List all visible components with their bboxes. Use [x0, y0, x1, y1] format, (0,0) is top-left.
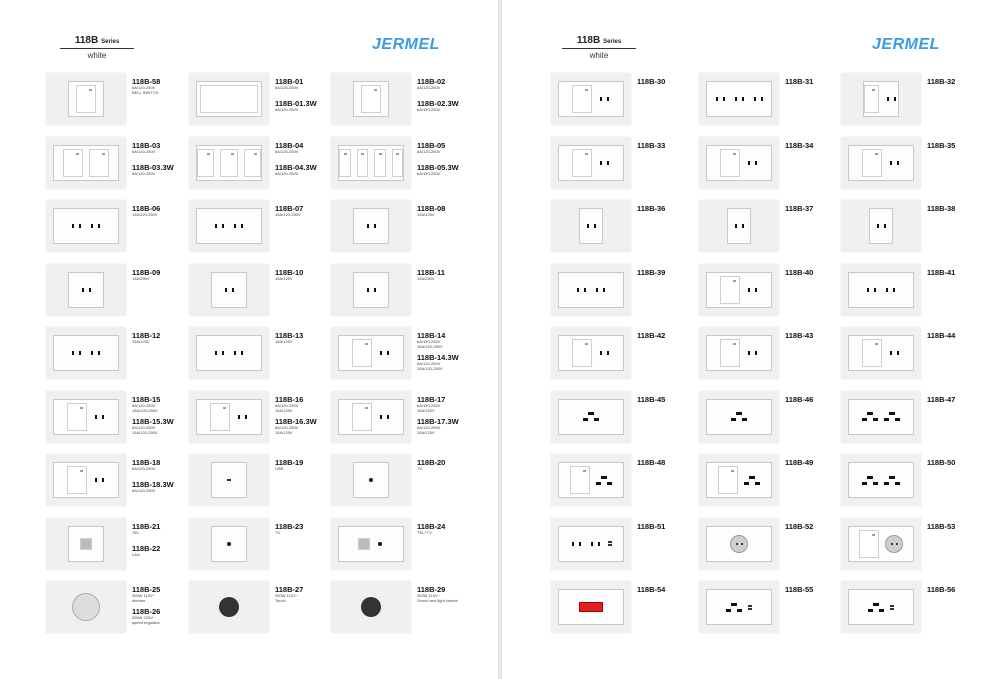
product-thumbnail: [46, 73, 126, 125]
product-thumbnail: [46, 391, 126, 443]
product-code: 118B-45: [637, 394, 666, 404]
product-item: [551, 518, 693, 580]
product-item: [189, 454, 331, 516]
product-code: 118B-39: [637, 267, 666, 277]
product-code: 118B-48: [637, 458, 666, 467]
product-code-variant: 118B-04.3W: [275, 162, 317, 172]
product-spec: 6A/120-250V BELL SWITCH: [132, 85, 159, 95]
product-thumbnail: [551, 454, 631, 506]
product-code: 118B-54: [637, 585, 666, 594]
product-spec: USB: [275, 466, 284, 471]
product-spec: 6A/120-250V 15A/120-250V: [417, 339, 443, 349]
product-thumbnail: [699, 327, 779, 379]
product-spec: 15A/125V: [275, 339, 293, 344]
product-spec-variant: 6A/120-250V 15A/120-250V: [417, 361, 443, 371]
product-code-variant: 118B-17.3W: [417, 416, 459, 426]
product-code: 118B-51: [637, 521, 666, 531]
product-item: [46, 391, 188, 453]
product-item: [841, 264, 983, 326]
product-code: 118B-09: [132, 267, 161, 277]
product-code: 118B-03: [132, 140, 161, 150]
product-thumbnail: [331, 327, 411, 379]
product-thumbnail: [189, 581, 269, 633]
product-spec: TV: [417, 466, 423, 471]
product-code: 118B-23: [275, 521, 304, 531]
product-thumbnail: [841, 264, 921, 316]
product-code-variant: 118B-01.3W: [275, 99, 317, 108]
product-spec: 15A/250V: [417, 275, 435, 281]
product-item: [699, 73, 841, 135]
product-spec-variant: 6A/120-250V 15A/125V: [275, 424, 299, 435]
product-item: [699, 391, 841, 453]
product-item: [189, 581, 331, 643]
product-code: 118B-18: [132, 458, 161, 467]
product-thumbnail: [189, 327, 269, 379]
product-item: [46, 200, 188, 262]
product-thumbnail: [46, 264, 126, 316]
product-thumbnail: [551, 581, 631, 633]
product-thumbnail: [841, 454, 921, 506]
product-code: 118B-02: [417, 77, 446, 86]
product-code: 118B-20: [417, 458, 446, 467]
product-spec-variant: 6A/120-250V: [132, 170, 156, 176]
series-color: white: [87, 51, 107, 60]
product-spec-variant: 6A/120-250V: [417, 107, 441, 112]
product-spec: 15A/250V: [132, 275, 150, 281]
product-code-variant: 118B-18.3W: [132, 480, 174, 489]
product-code: 118B-11: [417, 267, 445, 277]
product-item: [551, 137, 693, 199]
product-item: [841, 391, 983, 453]
product-item: [841, 581, 983, 643]
left-catalog-page: [0, 0, 498, 679]
brand-logo: JERMEL: [372, 36, 440, 53]
product-thumbnail: [699, 581, 779, 633]
series-code: 118B: [576, 35, 601, 46]
product-code: 118B-04: [275, 140, 304, 150]
product-item: [699, 200, 841, 262]
product-item: [551, 264, 693, 326]
product-spec: 15A/125V: [132, 339, 150, 344]
product-code: 118B-05: [417, 140, 446, 150]
product-code: 118B-44: [927, 331, 956, 340]
product-code: 118B-38: [927, 204, 956, 213]
product-thumbnail: [331, 581, 411, 633]
product-item: [551, 454, 693, 516]
product-thumbnail: [699, 518, 779, 570]
product-code: 118B-56: [927, 585, 956, 594]
product-thumbnail: [551, 137, 631, 189]
product-spec: 6A/120-250V 15A/120-250V: [132, 402, 158, 413]
product-thumbnail: [189, 391, 269, 443]
product-item: [699, 264, 841, 326]
product-item: [189, 73, 331, 135]
product-thumbnail: [189, 518, 269, 570]
product-spec-variant: 300W 220V~ speed regulator: [132, 615, 160, 625]
product-spec: 300W 110V~ Touch: [275, 593, 298, 603]
product-item: [189, 391, 331, 453]
product-item: [189, 518, 331, 580]
product-thumbnail: [331, 264, 411, 316]
product-code: 118B-35: [927, 140, 956, 150]
product-code: 118B-24: [417, 521, 446, 531]
product-code: 118B-16: [275, 394, 304, 404]
product-item: [331, 518, 473, 580]
product-code: 118B-12: [132, 331, 161, 340]
product-thumbnail: [699, 454, 779, 506]
product-spec: 6A/120-250V: [417, 148, 441, 154]
product-item: [46, 518, 188, 580]
right-catalog-page: [502, 0, 1000, 679]
product-item: [841, 73, 983, 135]
product-code: 118B-31: [785, 77, 814, 86]
product-item: [189, 264, 331, 326]
product-spec: 6A/120-250V: [132, 466, 156, 471]
product-thumbnail: [46, 200, 126, 252]
product-code: 118B-14: [417, 331, 446, 340]
product-thumbnail: [699, 73, 779, 125]
product-item: [551, 391, 693, 453]
product-thumbnail: [331, 391, 411, 443]
product-code-variant: 118B-03.3W: [132, 162, 174, 172]
product-thumbnail: [46, 454, 126, 506]
product-item: [331, 200, 473, 262]
product-spec: 300W 110V~ dimmer: [132, 593, 155, 603]
series-word: Series: [603, 39, 622, 45]
product-code: 118B-40: [785, 267, 814, 277]
product-thumbnail: [841, 391, 921, 443]
product-item: [331, 581, 473, 643]
product-spec: 6A/120-250V: [275, 85, 299, 90]
product-code-variant: 118B-16.3W: [275, 416, 317, 426]
product-code-variant: 118B-15.3W: [132, 416, 174, 426]
product-code: 118B-52: [785, 521, 814, 531]
product-code: 118B-06: [132, 204, 161, 213]
product-code-variant: 118B-02.3W: [417, 99, 459, 108]
product-code: 118B-15: [132, 394, 161, 404]
product-thumbnail: [46, 327, 126, 379]
product-item: [331, 327, 473, 389]
product-code: 118B-27: [275, 585, 304, 594]
series-word: Series: [101, 39, 120, 45]
product-thumbnail: [841, 137, 921, 189]
product-item: [841, 327, 983, 389]
product-code: 118B-01: [275, 77, 304, 86]
product-spec-variant: 6A/120-250V: [132, 488, 156, 493]
product-spec: 300W 110V~ Sound and light control: [417, 593, 458, 603]
product-code: 118B-41: [927, 267, 956, 277]
product-spec-variant: LAN: [132, 551, 140, 557]
product-item: [331, 137, 473, 199]
product-item: [699, 581, 841, 643]
product-spec-variant: 6A/120-250V 15A/125V: [417, 424, 441, 435]
product-spec: 6A/120-250V: [417, 85, 441, 90]
product-thumbnail: [841, 73, 921, 125]
product-spec: TV: [275, 529, 281, 535]
product-item: [46, 454, 188, 516]
product-spec-variant: 6A/120-250V: [275, 170, 299, 176]
product-thumbnail: [189, 264, 269, 316]
product-code: 118B-43: [785, 331, 814, 340]
product-item: [551, 581, 693, 643]
product-spec: 6A/120-250V: [275, 148, 299, 154]
product-thumbnail: [189, 200, 269, 252]
product-item: [699, 518, 841, 580]
product-spec: 15A/120-250V: [132, 212, 158, 217]
product-thumbnail: [551, 264, 631, 316]
product-code-variant: 118B-05.3W: [417, 162, 459, 172]
product-thumbnail: [46, 518, 126, 570]
product-spec-variant: 6A/120-250V: [275, 107, 299, 112]
product-spec: 6A/120-250V 15A/125V: [417, 402, 441, 413]
product-item: [841, 518, 983, 580]
product-spec-variant: 6A/120-250V: [417, 170, 441, 176]
product-spec: 6A/120-250V: [132, 148, 156, 154]
product-code: 118B-19: [275, 458, 304, 467]
product-thumbnail: [699, 137, 779, 189]
product-item: [189, 137, 331, 199]
product-thumbnail: [189, 454, 269, 506]
series-header: [60, 35, 134, 60]
product-code: 118B-13: [275, 331, 304, 340]
product-item: [46, 137, 188, 199]
product-code: 118B-29: [417, 585, 446, 594]
product-item: [46, 73, 188, 135]
product-code: 118B-21: [132, 521, 161, 531]
product-item: [331, 454, 473, 516]
product-thumbnail: [699, 391, 779, 443]
product-item: [699, 454, 841, 516]
product-code: 118B-46: [785, 394, 814, 404]
product-item: [841, 137, 983, 199]
product-item: [699, 137, 841, 199]
product-code: 118B-32: [927, 77, 956, 86]
product-code: 118B-53: [927, 521, 956, 531]
product-spec: TEL: [132, 529, 140, 535]
product-code: 118B-37: [785, 204, 814, 213]
product-thumbnail: [551, 200, 631, 252]
product-thumbnail: [841, 327, 921, 379]
product-code: 118B-49: [785, 458, 814, 467]
product-code: 118B-55: [785, 585, 814, 594]
product-thumbnail: [551, 73, 631, 125]
product-code: 118B-08: [417, 204, 446, 213]
product-code: 118B-17: [417, 394, 446, 404]
product-item: [331, 73, 473, 135]
product-thumbnail: [699, 264, 779, 316]
product-item: [189, 200, 331, 262]
product-thumbnail: [189, 73, 269, 125]
product-spec: 15A/120-250V: [275, 212, 301, 217]
product-code: 118B-25: [132, 585, 161, 594]
series-header: [562, 35, 636, 60]
product-item: [46, 581, 188, 643]
product-thumbnail: [331, 73, 411, 125]
product-code-variant: 118B-22: [132, 543, 161, 553]
product-code: 118B-58: [132, 77, 161, 86]
product-thumbnail: [551, 391, 631, 443]
series-color: white: [589, 51, 609, 60]
product-code: 118B-33: [637, 140, 666, 150]
product-spec: TEL+TV: [417, 529, 432, 535]
product-code: 118B-10: [275, 267, 304, 277]
product-item: [841, 200, 983, 262]
product-item: [46, 264, 188, 326]
product-code: 118B-07: [275, 204, 304, 213]
product-spec: 6A/120-250V 15A/125V: [275, 402, 299, 413]
product-code: 118B-47: [927, 394, 956, 404]
product-code-variant: 118B-26: [132, 607, 161, 616]
product-code: 118B-36: [637, 204, 666, 213]
product-spec: 15A/125V: [417, 212, 435, 217]
product-thumbnail: [841, 200, 921, 252]
product-thumbnail: [46, 137, 126, 189]
product-item: [46, 327, 188, 389]
product-thumbnail: [46, 581, 126, 633]
product-item: [551, 73, 693, 135]
product-thumbnail: [331, 200, 411, 252]
product-thumbnail: [331, 137, 411, 189]
product-item: [551, 200, 693, 262]
product-thumbnail: [841, 518, 921, 570]
product-thumbnail: [699, 200, 779, 252]
product-thumbnail: [551, 518, 631, 570]
brand-logo: JERMEL: [872, 36, 940, 53]
product-thumbnail: [841, 581, 921, 633]
product-code: 118B-34: [785, 140, 814, 150]
product-code-variant: 118B-14.3W: [417, 353, 459, 362]
series-code: 118B: [74, 35, 99, 46]
product-code: 118B-50: [927, 458, 956, 467]
product-code: 118B-42: [637, 331, 666, 340]
product-spec: 15A/125V: [275, 275, 293, 281]
product-thumbnail: [551, 327, 631, 379]
product-thumbnail: [331, 518, 411, 570]
product-item: [841, 454, 983, 516]
product-item: [331, 264, 473, 326]
product-thumbnail: [331, 454, 411, 506]
product-item: [331, 391, 473, 453]
product-spec-variant: 6A/120-250V 15A/120-250V: [132, 424, 158, 435]
product-item: [699, 327, 841, 389]
product-item: [189, 327, 331, 389]
product-item: [551, 327, 693, 389]
product-code: 118B-30: [637, 77, 666, 86]
product-thumbnail: [189, 137, 269, 189]
